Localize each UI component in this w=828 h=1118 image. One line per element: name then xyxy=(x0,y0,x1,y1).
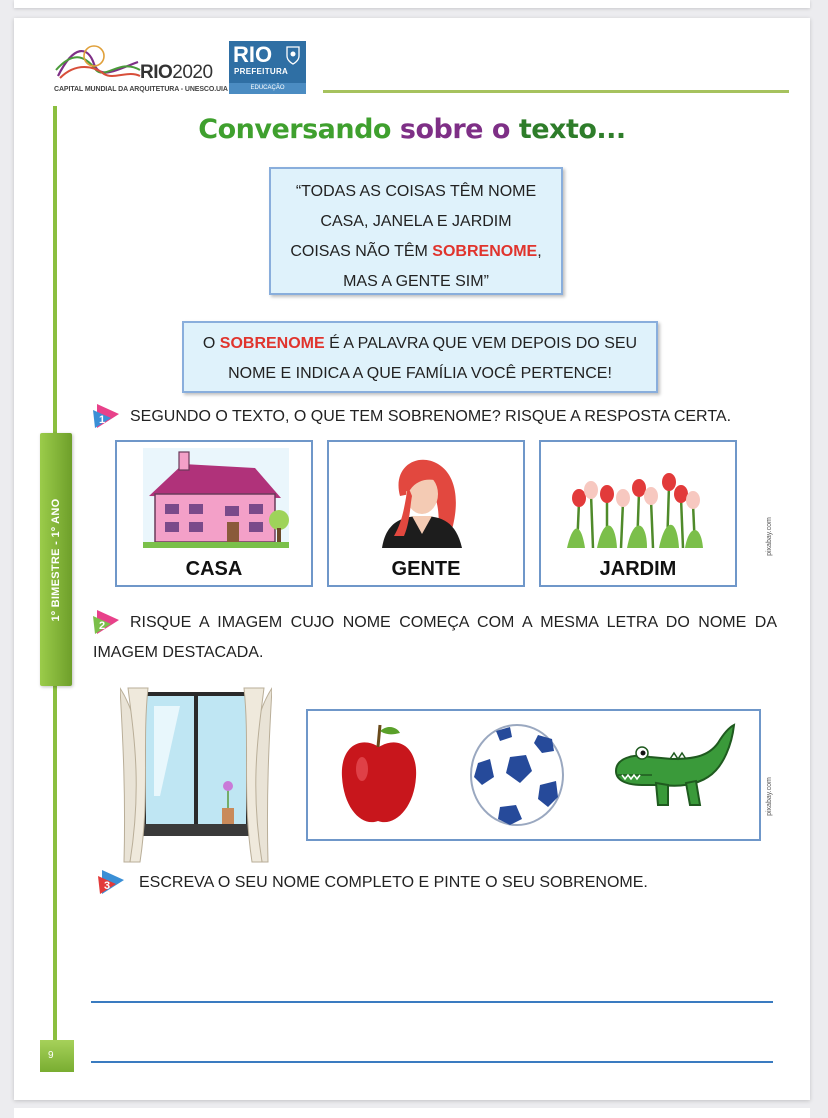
rio2020-tagline: CAPITAL MUNDIAL DA ARQUITETURA - UNESCO.UIA xyxy=(54,86,228,93)
previous-page-edge xyxy=(14,0,810,8)
answer-line[interactable] xyxy=(91,1061,773,1063)
image-credit: pixabay.com xyxy=(765,517,773,556)
prefeitura-text: PREFEITURA xyxy=(234,67,289,76)
apple-icon[interactable] xyxy=(338,719,420,827)
ball-icon[interactable] xyxy=(470,723,564,827)
question-2-text-line1: RISQUE A IMAGEM CUJO NOME COMEÇA COM A MESMA LETRA DO NOME DA xyxy=(130,614,777,631)
header-rule xyxy=(323,90,789,93)
house-icon xyxy=(143,448,289,548)
bimester-tab xyxy=(40,433,72,686)
rio2020-waves-icon xyxy=(54,40,144,84)
crest-icon xyxy=(285,45,301,65)
card-casa[interactable] xyxy=(115,440,313,587)
definition-box xyxy=(182,321,658,393)
quote-line: COISAS NÃO TÊM SOBRENOME, xyxy=(290,243,542,260)
svg-text:3: 3 xyxy=(104,880,111,892)
woman-icon xyxy=(378,456,468,548)
quote-line: CASA, JANELA E JARDIM xyxy=(320,213,512,230)
question-number-icon xyxy=(93,608,123,636)
card-label: GENTE xyxy=(391,558,461,580)
answer-line[interactable] xyxy=(91,1001,773,1003)
definition-line: NOME E INDICA A QUE FAMÍLIA VOCÊ PERTENCE! xyxy=(228,365,612,382)
tulips-icon xyxy=(567,472,703,548)
card-label: CASA xyxy=(185,558,243,580)
worksheet-page xyxy=(14,18,810,1100)
svg-text:1: 1 xyxy=(99,414,106,426)
rio2020-logo xyxy=(54,40,228,100)
question-3-text: ESCREVA O SEU NOME COMPLETO E PINTE O SEU SOBRENOME. xyxy=(139,874,648,891)
question-number-icon xyxy=(93,402,123,430)
page-title: Conversando sobre o texto... xyxy=(198,114,626,145)
svg-text:2: 2 xyxy=(99,620,106,632)
educacao-text: EDUCAÇÃO xyxy=(229,83,306,94)
image-credit: pixabay.com xyxy=(765,777,773,816)
card-label: JARDIM xyxy=(599,558,677,580)
bimester-label: 1º BIMESTRE - 1º ANO xyxy=(50,497,62,622)
options-box xyxy=(306,709,761,841)
quote-box xyxy=(269,167,563,295)
quote-line: “TODAS AS COISAS TÊM NOME xyxy=(295,183,537,200)
question-1-text: SEGUNDO O TEXTO, O QUE TEM SOBRENOME? RISQUE A RESPOSTA CERTA. xyxy=(130,408,732,425)
rio2020-wordmark: RIO2020 xyxy=(140,62,213,83)
window-icon[interactable] xyxy=(120,686,272,864)
next-page-edge xyxy=(14,1108,810,1118)
alligator-icon[interactable] xyxy=(612,723,736,813)
card-gente[interactable] xyxy=(327,440,525,587)
page-number: 9 xyxy=(40,1040,74,1072)
question-2-text-line2: IMAGEM DESTACADA. xyxy=(93,644,264,661)
card-jardim[interactable] xyxy=(539,440,737,587)
prefeitura-logo xyxy=(229,41,306,94)
definition-line: O SOBRENOME É A PALAVRA QUE VEM DEPOIS DO SEU xyxy=(202,335,638,352)
quote-line: MAS A GENTE SIM” xyxy=(343,273,489,290)
question-number-icon xyxy=(98,868,128,896)
prefeitura-rio-text: RIO xyxy=(233,42,273,67)
